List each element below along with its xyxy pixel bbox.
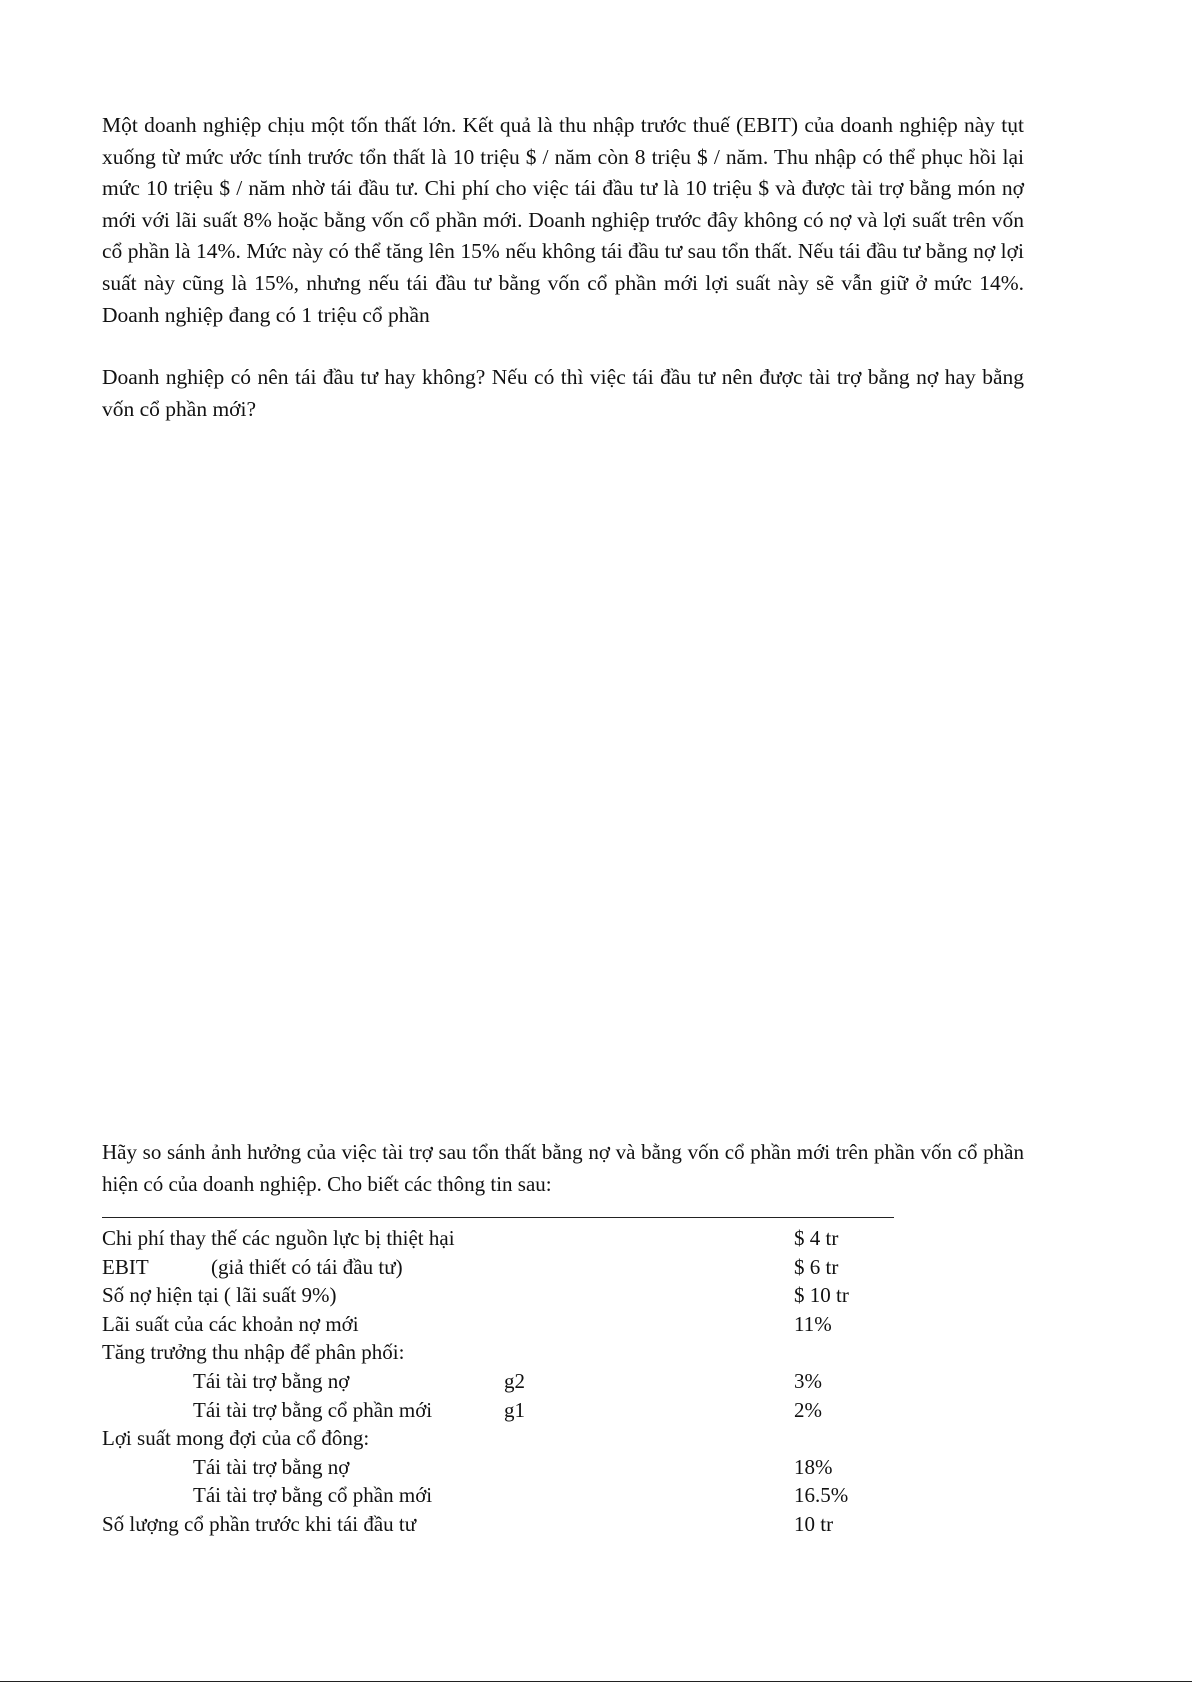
- table-row: [102, 1281, 902, 1310]
- table-row: [102, 1396, 902, 1425]
- row-value: $ 4 tr: [794, 1226, 839, 1250]
- table-row: [102, 1367, 902, 1396]
- question-paragraph: Doanh nghiệp có nên tái đầu tư hay không? Nếu có thì việc tái đầu tư nên được tài trợ bằng nợ hay bằng vốn cổ phần mới?: [102, 365, 1024, 421]
- problem-paragraph: Một doanh nghiệp chịu một tốn thất lớn. Kết quả là thu nhập trước thuế (EBIT) của doanh nghiệp này tụt xuống từ mức ước tính trước tổn thất là 10 triệu $ / năm còn 8 triệu $ / năm. Thu nhập có thể phục hồi lại mức 10 triệu $ / năm nhờ tái đầu tư. Chi phí cho việc tái đầu tư là 10 triệu $ và được tài trợ bằng món nợ mới với lãi suất 8% hoặc bằng vốn cổ phần mới. Doanh nghiệp trước đây không có nợ và lợi suất trên vốn cổ phần là 14%. Mức này có thể tăng lên 15% nếu không tái đầu tư sau tổn thất. Nếu tái đầu tư bằng nợ lợi suất này cũng là 15%, nhưng nếu tái đầu tư bằng vốn cổ phần mới lợi suất này sẽ vẫn giữ ở mức 14%. Doanh nghiệp đang có 1 triệu cổ phần: [102, 113, 1024, 327]
- page-bottom-rule: [0, 1681, 1192, 1682]
- table-row: [102, 1224, 902, 1253]
- row-value: 3%: [794, 1368, 822, 1393]
- row-code: g1: [504, 1397, 525, 1422]
- comparison-paragraph: Hãy so sánh ảnh hưởng của việc tài trợ sau tổn thất bằng nợ và bằng vốn cổ phần mới trên phần vốn cổ phần hiện có của doanh nghiệp. Cho biết các thông tin sau:: [102, 1140, 1024, 1196]
- table-top-rule: [102, 1217, 894, 1218]
- table-row: [102, 1510, 902, 1539]
- row-value: 10 tr: [794, 1511, 834, 1536]
- row-label: Tái tài trợ bằng cổ phần mới: [193, 1483, 433, 1508]
- row-code: g2: [504, 1368, 525, 1393]
- row-value: $ 10 tr: [794, 1283, 849, 1308]
- info-table: [102, 1217, 902, 1539]
- row-label: Tái tài trợ bằng nợ: [193, 1454, 350, 1479]
- row-value: $ 6 tr: [794, 1254, 839, 1279]
- table-row: [102, 1253, 902, 1282]
- row-value: 16.5%: [794, 1483, 849, 1508]
- row-value: 18%: [794, 1454, 833, 1479]
- row-value: 11%: [794, 1311, 832, 1336]
- row-label: Tái tài trợ bằng nợ: [193, 1368, 350, 1393]
- table-row: [102, 1481, 902, 1510]
- row-label: Chi phí thay thế các nguồn lực bị thiệt hại: [102, 1226, 455, 1250]
- row-label: Số nợ hiện tại ( lãi suất 9%): [102, 1283, 337, 1308]
- row-value: 2%: [794, 1397, 822, 1422]
- row-label: Tái tài trợ bằng cổ phần mới: [193, 1397, 433, 1422]
- table-row: [102, 1310, 902, 1339]
- row-label: Số lượng cổ phần trước khi tái đầu tư: [102, 1511, 417, 1536]
- table-row: [102, 1453, 902, 1482]
- row-note: (giả thiết có tái đầu tư): [211, 1254, 403, 1279]
- row-label: EBIT: [102, 1254, 149, 1279]
- row-section-label: Tăng trưởng thu nhập để phân phối:: [102, 1340, 405, 1365]
- row-label: Lãi suất của các khoản nợ mới: [102, 1311, 359, 1336]
- row-section-label: Lợi suất mong đợi của cổ đông:: [102, 1426, 370, 1451]
- table-row: [102, 1338, 902, 1367]
- table-row: [102, 1424, 902, 1453]
